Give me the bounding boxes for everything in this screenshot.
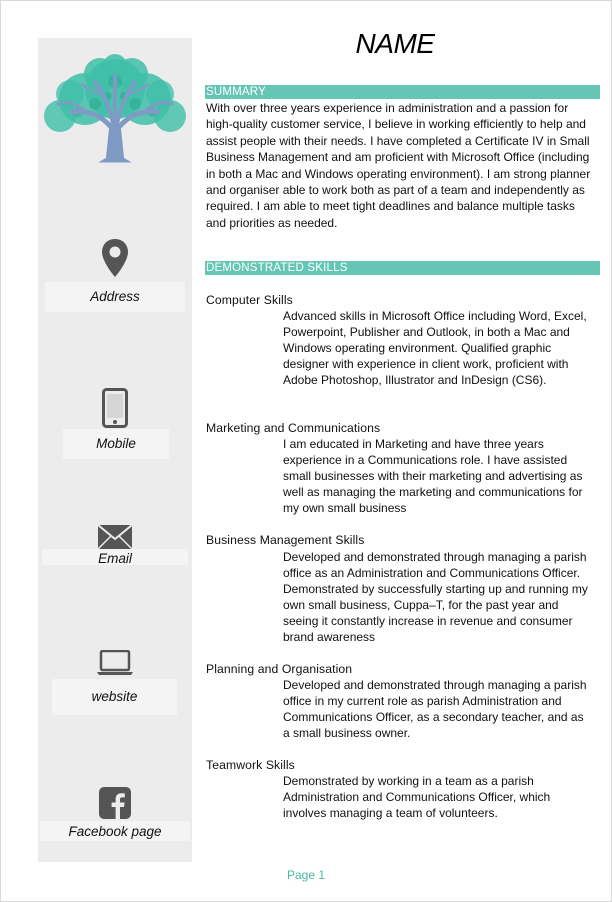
summary-heading: SUMMARY [205, 85, 600, 99]
facebook-icon [38, 787, 192, 819]
address-label: Address [45, 282, 185, 312]
map-pin-icon [38, 238, 192, 278]
facebook-page-label: Facebook page [40, 821, 190, 841]
skill-description: Demonstrated by working in a team as a parish Administration and Communications Officer, which involves managing a team of volunteers. [283, 774, 551, 820]
website-label: website [52, 679, 177, 715]
mobile-phone-icon [38, 388, 192, 428]
envelope-icon [38, 524, 192, 550]
skill-title: Teamwork Skills [206, 758, 295, 772]
skill-description: Developed and demonstrated through managing a parish office in my current role as parish Administration and Communications Officer, as a secondary teacher, and as a small business owner. [283, 678, 587, 740]
skill-description: Advanced skills in Microsoft Office including Word, Excel, Powerpoint, Publisher and Outlook, in both a Mac and Windows operating environment. Qualified graphic designer with experience in client work, proficient with Adobe Photoshop, Illustrator and InDesign (CS6). [283, 309, 587, 387]
mobile-label: Mobile [63, 429, 169, 459]
skill-title: Marketing and Communications [206, 421, 381, 435]
tree-icon [40, 54, 190, 164]
skill-description: I am educated in Marketing and have three years experience in a Communications role. I have assisted small businesses with their marketing and advertising as well as managing the marketing and communications for my own small business [283, 437, 583, 515]
email-label: Email [42, 549, 188, 565]
skill-title: Business Management Skills [206, 533, 365, 547]
laptop-icon [38, 650, 192, 676]
skill-title: Planning and Organisation [206, 662, 353, 676]
skills-heading: DEMONSTRATED SKILLS [205, 261, 600, 275]
page-number: Page 1 [286, 868, 326, 882]
page-title: NAME [355, 28, 435, 59]
sidebar [38, 38, 192, 862]
skill-description: Developed and demonstrated through managing a parish office as an Administration and Communications Officer. Demonstrated by successfully starting up and running my own small business, Cuppa–T, for the past year and seeing it constantly increase in revenue and consumer brand awareness [283, 550, 588, 644]
skill-title: Computer Skills [206, 293, 293, 307]
summary-text: With over three years experience in administration and a passion for high-quality customer service, I believe in working efficiently to help and assist people with their needs. I have completed a Certificate IV in Small Business Management and am proficient with Microsoft Office (including in both a Mac and Windows operating environment). I am strong planner and organiser able to work both as part of a team and independently as required. I am able to meet tight deadlines and balance multiple tasks and priorities as needed. [206, 101, 591, 230]
